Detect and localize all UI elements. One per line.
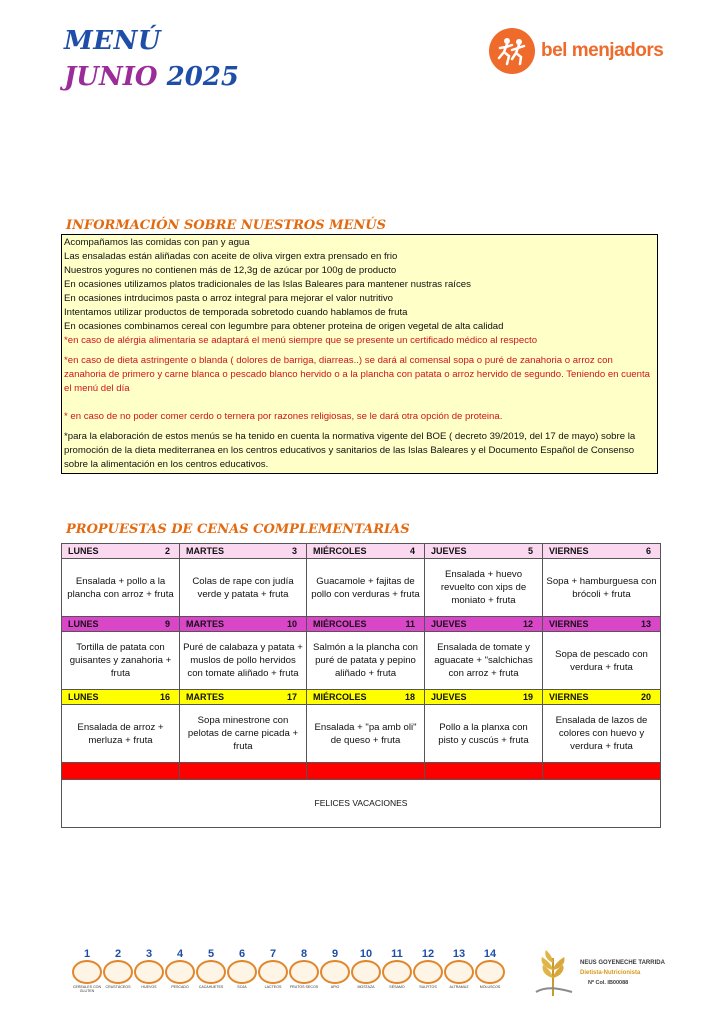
allergen-legend	[72, 948, 502, 998]
meal-cell: Sopa minestrone con pelotas de carne picada + fruta	[180, 705, 307, 763]
allergen-13: 13 ALTRAMUZ	[444, 948, 474, 989]
day-header: VIERNES 6	[543, 544, 661, 559]
fish-icon	[165, 960, 195, 984]
holiday-marker	[307, 763, 425, 780]
day-header: MARTES 17	[180, 690, 307, 705]
allergen-8: 8 FRUTOS SECOS	[289, 948, 319, 989]
holiday-marker	[180, 763, 307, 780]
day-header: LUNES 2	[62, 544, 180, 559]
info-section-title: INFORMACIÓN SOBRE NUESTROS MENÚS	[66, 218, 387, 233]
info-line: En ocasiones intrducimos pasta o arroz integral para mejorar el valor nutritivo	[64, 293, 394, 304]
meal-cell: Ensalada + huevo revuelto con xips de moniato + fruta	[425, 559, 543, 617]
mollusc-icon	[475, 960, 505, 984]
sesame-icon	[382, 960, 412, 984]
menu-subtitle	[64, 62, 239, 92]
allergen-7: 7 LACTEOS	[258, 948, 288, 989]
nuts-icon	[289, 960, 319, 984]
allergen-3: 3 HUEVOS	[134, 948, 164, 989]
nutritionist-name: NEUS GOYENECHE TARRIDA	[580, 960, 665, 966]
cenas-section-title: PROPUESTAS DE CENAS COMPLEMENTARIAS	[66, 522, 410, 537]
meal-cell: Ensalada de lazos de colores con huevo y verdura + fruta	[543, 705, 661, 763]
week-2-days-row	[62, 617, 661, 632]
day-header: LUNES 16	[62, 690, 180, 705]
meal-cell: Ensalada de arroz + merluza + fruta	[62, 705, 180, 763]
meal-cell: Salmón a la plancha con puré de patata y pepino aliñado + fruta	[307, 632, 425, 690]
holiday-marker	[425, 763, 543, 780]
week-1-meals-row	[62, 559, 661, 617]
week-3-days-row	[62, 690, 661, 705]
meal-cell: Ensalada + pollo a la plancha con arroz + fruta	[62, 559, 180, 617]
day-header: MIÉRCOLES 11	[307, 617, 425, 632]
wheat-icon	[528, 948, 578, 998]
lupin-icon	[444, 960, 474, 984]
day-header: VIERNES 13	[543, 617, 661, 632]
cenas-table	[61, 543, 661, 828]
menu-month: JUNIO	[64, 62, 158, 92]
menu-year: 2025	[166, 62, 239, 92]
holiday-marker-row	[62, 763, 661, 780]
holiday-marker	[62, 763, 180, 780]
allergen-10: 10 MOSTAZA	[351, 948, 381, 989]
meal-cell: Tortilla de patata con guisantes y zanahoria + fruta	[62, 632, 180, 690]
meal-cell: Pollo a la planxa con pisto y cuscús + fruta	[425, 705, 543, 763]
vacaciones-cell: FELICES VACACIONES	[62, 780, 661, 828]
holiday-marker	[543, 763, 661, 780]
allergen-6: 6 SOJA	[227, 948, 257, 989]
info-line: En ocasiones combinamos cereal con legumbre para obtener proteina de origen vegetal de alta calidad	[64, 321, 504, 332]
vacaciones-row	[62, 780, 661, 828]
day-header: MARTES 3	[180, 544, 307, 559]
egg-icon	[134, 960, 164, 984]
day-header: JUEVES 5	[425, 544, 543, 559]
religion-note: * en caso de no poder comer cerdo o ternera por razones religiosas, se le dará otra opción de proteina.	[64, 411, 503, 422]
bel-menjadors-logo	[489, 28, 669, 74]
info-line: Las ensaladas están aliñadas con aceite de oliva virgen extra prensado en frio	[64, 251, 398, 262]
day-header: JUEVES 12	[425, 617, 543, 632]
mustard-icon	[351, 960, 381, 984]
soy-icon	[227, 960, 257, 984]
running-children-icon	[489, 28, 535, 74]
allergen-2: 2 CRUSTÁCEOS	[103, 948, 133, 989]
nutritionist-role: Dietista-Nutricionista	[580, 970, 641, 976]
week-3-meals-row	[62, 705, 661, 763]
nutritionist-col: Nº Col. IB00088	[588, 980, 629, 986]
day-header: MIÉRCOLES 18	[307, 690, 425, 705]
allergen-9: 9 APIO	[320, 948, 350, 989]
celery-icon	[320, 960, 350, 984]
meal-cell: Sopa de pescado con verdura + fruta	[543, 632, 661, 690]
meal-cell: Sopa + hamburguesa con brócoli + fruta	[543, 559, 661, 617]
allergen-14: 14 MOLUSCOS	[475, 948, 505, 989]
meal-cell: Puré de calabaza y patata + muslos de pollo hervidos con tomate aliñado + fruta	[180, 632, 307, 690]
meal-cell: Colas de rape con judía verde y patata + fruta	[180, 559, 307, 617]
allergen-11: 11 SÉSAMO	[382, 948, 412, 989]
allergen-1: 1 CEREALES CON GLUTEN	[72, 948, 102, 993]
info-line: Acompañamos las comidas con pan y agua	[64, 237, 250, 248]
crustacean-icon	[103, 960, 133, 984]
milk-icon	[258, 960, 288, 984]
day-header: JUEVES 19	[425, 690, 543, 705]
diet-note: *en caso de dieta astringente o blanda ( dolores de barriga, diarreas..) se dará al comensal sopa o puré de zanahoria o arroz con zanahoria de primero y carne blanca o pescado blanco hervido o a la plancha con patata o arroz hervido de segundo. Teniendo en cuenta el menú del día	[64, 355, 650, 394]
allergy-note: *en caso de alérgia alimentaria se adaptará el menú siempre que se presente un certificado médico al respecto	[64, 335, 538, 346]
week-2-meals-row	[62, 632, 661, 690]
info-line: En ocasiones utilizamos platos tradicionales de las Islas Baleares para mantener nustras raíces	[64, 279, 471, 290]
meal-cell: Guacamole + fajitas de pollo con verduras + fruta	[307, 559, 425, 617]
cereal-icon	[72, 960, 102, 984]
allergen-4: 4 PESCADO	[165, 948, 195, 989]
day-header: LUNES 9	[62, 617, 180, 632]
day-header: MARTES 10	[180, 617, 307, 632]
allergen-5: 5 CACAHUETES	[196, 948, 226, 989]
logo-text: bel menjadors	[541, 40, 664, 61]
info-line: Intentamos utilizar productos de temporada sobretodo cuando hablamos de fruta	[64, 307, 408, 318]
nutritionist-signature	[528, 948, 668, 998]
day-header: VIERNES 20	[543, 690, 661, 705]
sulphite-icon	[413, 960, 443, 984]
meal-cell: Ensalada + "pa amb oli" de queso + fruta	[307, 705, 425, 763]
info-box	[61, 234, 658, 474]
allergen-12: 12 SULFITOS	[413, 948, 443, 989]
peanut-icon	[196, 960, 226, 984]
meal-cell: Ensalada de tomate y aguacate + "salchichas con arroz + fruta	[425, 632, 543, 690]
menu-title: MENÚ	[64, 26, 162, 56]
info-line: Nuestros yogures no contienen más de 12,3g de azúcar por 100g de producto	[64, 265, 397, 276]
day-header: MIÉRCOLES 4	[307, 544, 425, 559]
normativa-note: *para la elaboración de estos menús se ha tenido en cuenta la normativa vigente del BOE ( decreto 39/2019, del 17 de mayo) sobre la promoción de la dieta mediterranea en los centros educativos y sanitarios de las Islas Baleares y el Documento Español de Consenso sobre la alimentación en los centros educativos.	[64, 431, 636, 470]
week-1-days-row	[62, 544, 661, 559]
